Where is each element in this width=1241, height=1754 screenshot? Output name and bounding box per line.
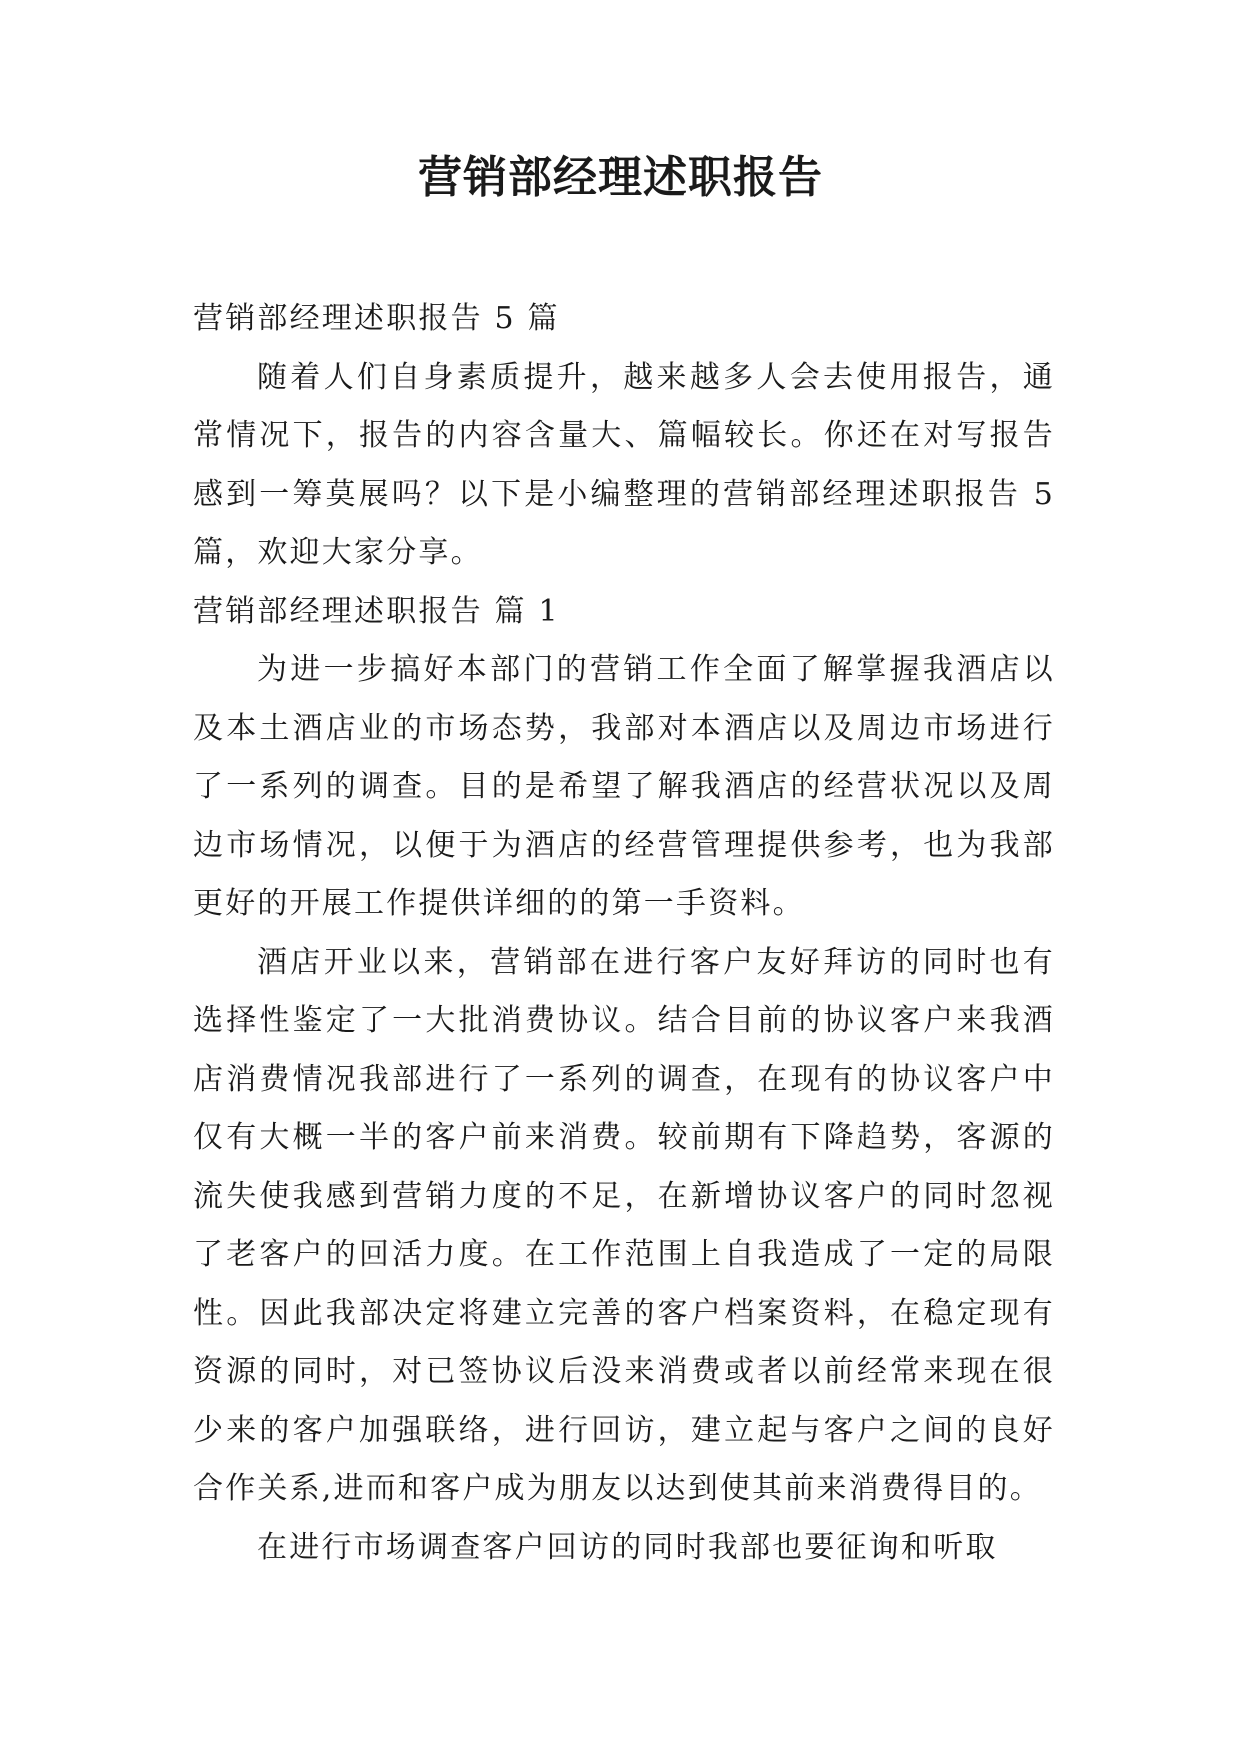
document-body [193,290,1055,1577]
intro-paragraph: 随着人们自身素质提升，越来越多人会去使用报告，通常情况下，报告的内容含量大、篇幅较长。你还在对写报告感到一筹莫展吗？以下是小编整理的营销部经理述职报告 5 篇，欢迎大家分享。 [193,359,1055,570]
body-paragraph: 为进一步搞好本部门的营销工作全面了解掌握我酒店以及本土酒店业的市场态势，我部对本酒店以及周边市场进行了一系列的调查。目的是希望了解我酒店的经营状况以及周边市场情况，以便于为酒店的经营管理提供参考，也为我部更好的开展工作提供详细的的第一手资料。 [193,652,1055,921]
body-paragraph: 在进行市场调查客户回访的同时我部也要征询和听取 [257,1529,998,1565]
body-paragraph: 酒店开业以来，营销部在进行客户友好拜访的同时也有选择性鉴定了一大批消费协议。结合目前的协议客户来我酒店消费情况我部进行了一系列的调查，在现有的协议客户中仅有大概一半的客户前来消费。较前期有下降趋势，客源的流失使我感到营销力度的不足，在新增协议客户的同时忽视了老客户的回活力度。在工作范围上自我造成了一定的局限性。因此我部决定将建立完善的客户档案资料，在稳定现有资源的同时，对已签协议后没来消费或者以前经常来现在很少来的客户加强联络，进行回访，建立起与客户之间的良好合作关系,进而和客户成为朋友以达到使其前来消费得目的。 [193,944,1055,1506]
document-subtitle: 营销部经理述职报告 5 篇 [193,301,560,336]
section-heading: 营销部经理述职报告 篇 1 [193,593,560,629]
document-title: 营销部经理述职报告 [418,152,823,203]
